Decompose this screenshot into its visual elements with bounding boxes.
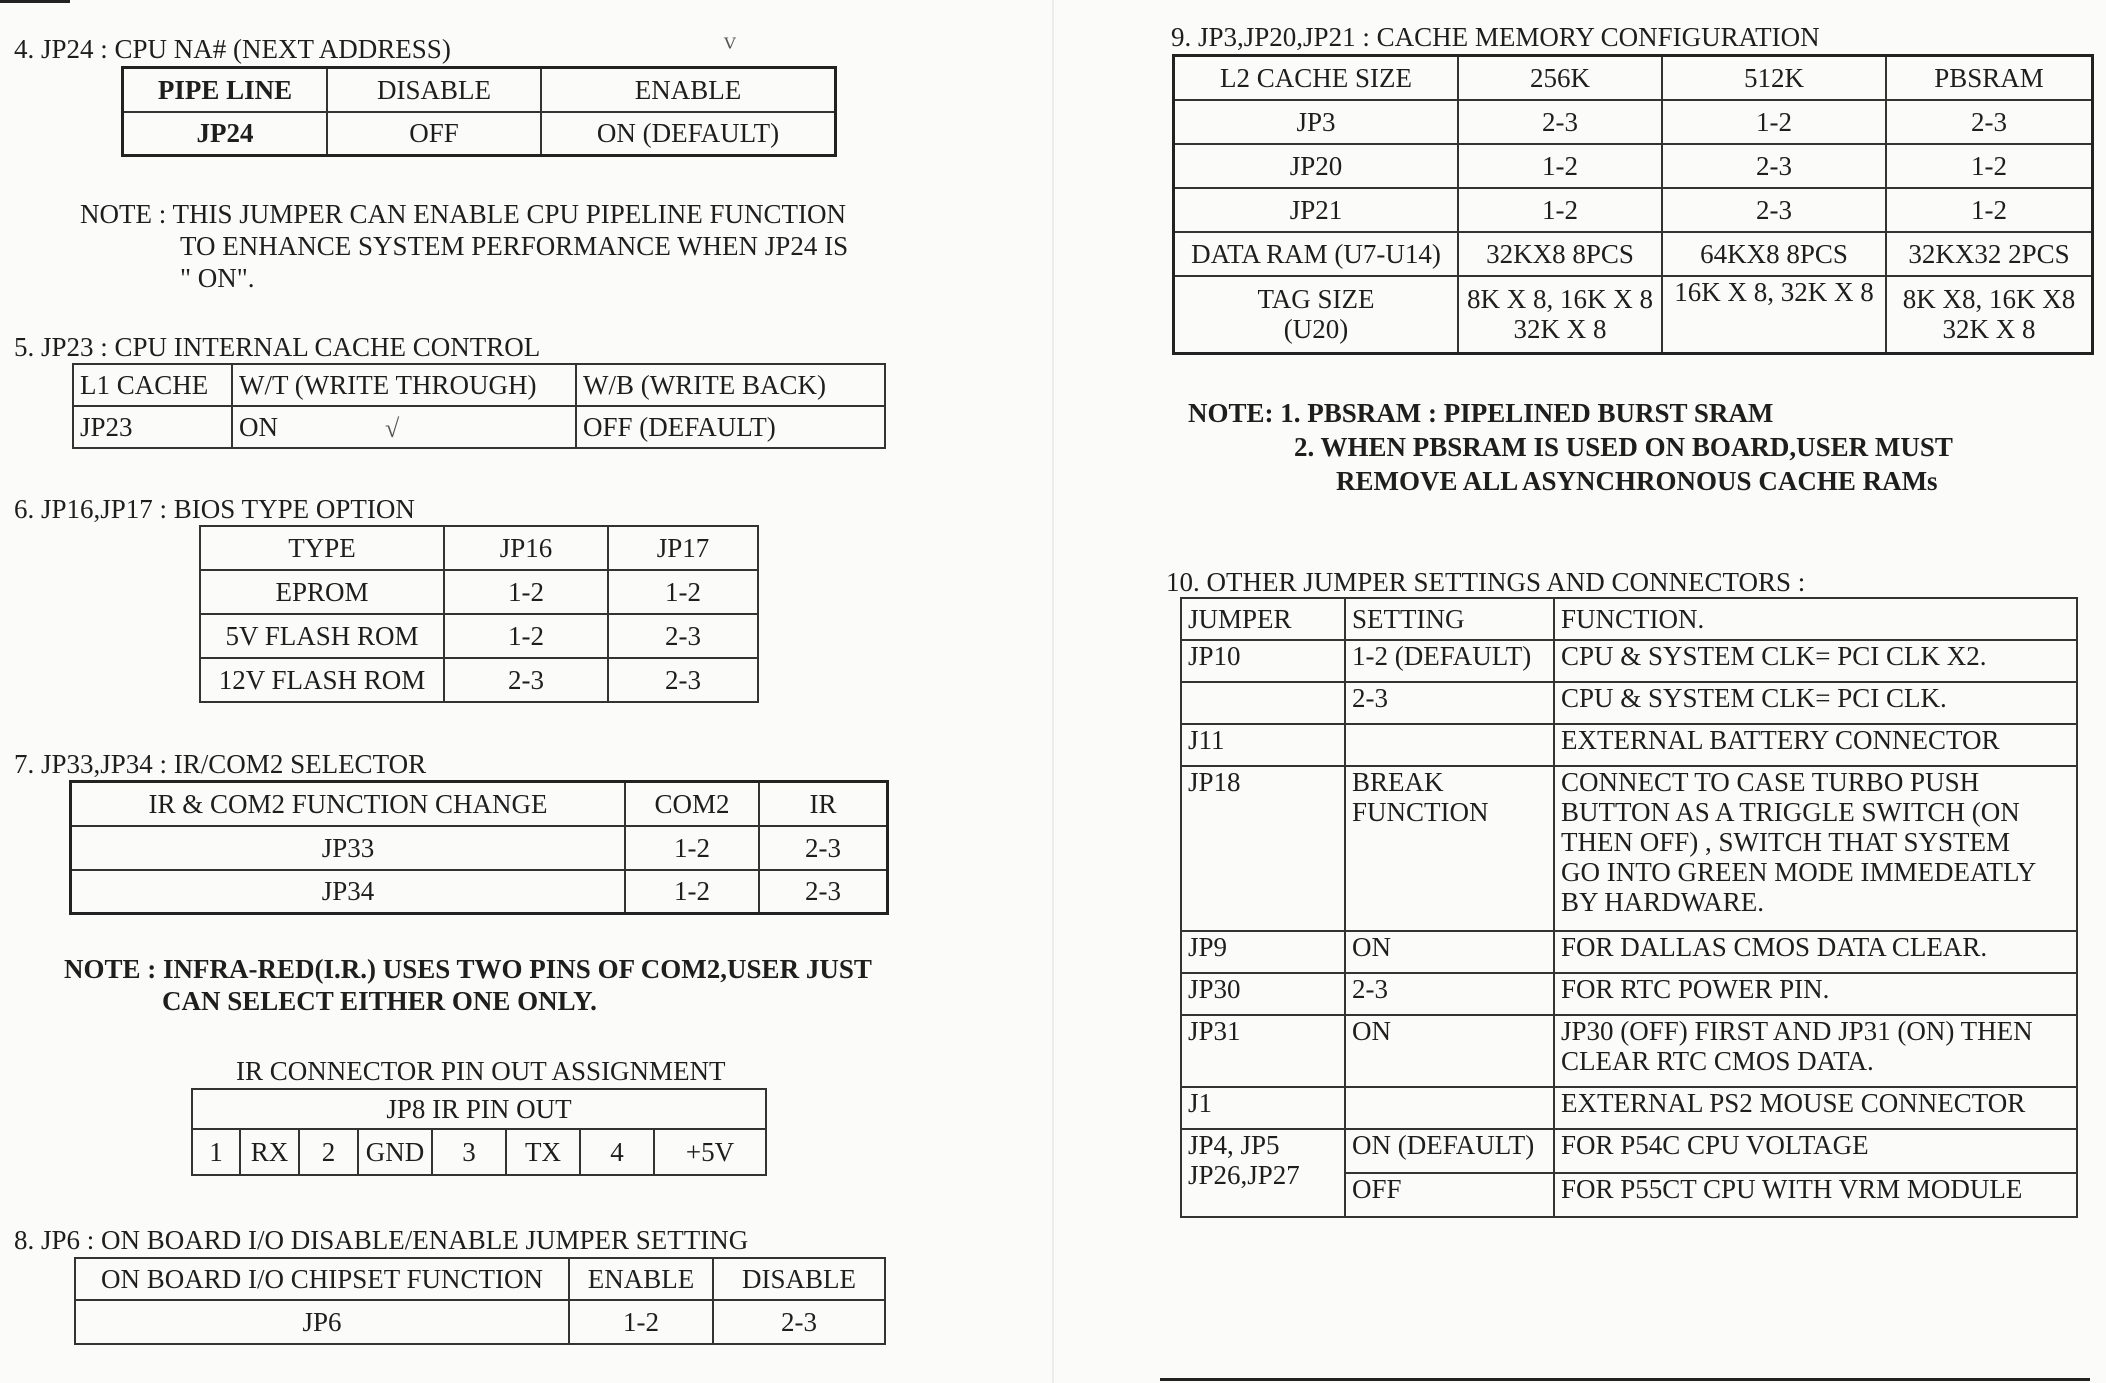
ir-pinout-table [191, 1088, 767, 1176]
setting-cell: ON [1345, 1015, 1554, 1087]
bios-type-cell: EPROM [200, 570, 444, 614]
cache-cell: 2-3 [1662, 144, 1886, 188]
function-cell: EXTERNAL BATTERY CONNECTOR [1554, 724, 2077, 766]
setting-cell: 2-3 [1345, 973, 1554, 1015]
jumper-cell: JP18 [1181, 766, 1345, 931]
cache-512k-header: 512K [1662, 56, 1886, 100]
ir-note [64, 953, 872, 1017]
page-fold [1052, 0, 1054, 1383]
ir-connector-title: IR CONNECTOR PIN OUT ASSIGNMENT [236, 1056, 726, 1086]
ir-note-line-1: NOTE : INFRA-RED(I.R.) USES TWO PINS OF COM2,USER JUST [64, 954, 872, 984]
jp6-header-function: ON BOARD I/O CHIPSET FUNCTION [75, 1258, 569, 1300]
jp23-label: JP23 [73, 406, 232, 448]
check-mark-icon: √ [385, 414, 400, 443]
setting-cell: OFF [1345, 1173, 1554, 1217]
other-header-setting: SETTING [1345, 598, 1554, 640]
section-4-title: 4. JP24 : CPU NA# (NEXT ADDRESS) [14, 34, 451, 64]
ir-pin-cell: 3 [432, 1129, 506, 1175]
cache-row-label: TAG SIZE (U20) [1174, 276, 1459, 354]
table-row [1181, 724, 2077, 766]
ir-header-function: IR & COM2 FUNCTION CHANGE [71, 782, 626, 826]
ir-ir-cell: 2-3 [759, 870, 888, 914]
ir-pin-cell: 1 [192, 1129, 240, 1175]
function-cell: FOR P54C CPU VOLTAGE [1554, 1129, 2077, 1173]
setting-cell: ON (DEFAULT) [1345, 1129, 1554, 1173]
jumper-cell: JP30 [1181, 973, 1345, 1015]
jp6-label: JP6 [75, 1300, 569, 1344]
jp24-note [80, 198, 848, 294]
function-cell: FOR RTC POWER PIN. [1554, 973, 2077, 1015]
ir-pin-cell: +5V [654, 1129, 766, 1175]
cache-row-label: JP21 [1174, 188, 1459, 232]
ir-pin-cell: 2 [299, 1129, 358, 1175]
cache-256k-header: 256K [1458, 56, 1662, 100]
other-jumpers-table [1180, 597, 2078, 1218]
cache-note [1188, 396, 1953, 498]
jp23-table [72, 363, 886, 449]
table-row [1181, 973, 2077, 1015]
jp24-header-pipeline: PIPE LINE [123, 68, 328, 112]
jumper-cell: JP31 [1181, 1015, 1345, 1087]
jp23-header-l1: L1 CACHE [73, 364, 232, 406]
section-5-title: 5. JP23 : CPU INTERNAL CACHE CONTROL [14, 332, 541, 362]
jumper-cell [1181, 682, 1345, 724]
bios-jp16-cell: 2-3 [444, 658, 608, 702]
cache-note-line-1: NOTE: 1. PBSRAM : PIPELINED BURST SRAM [1188, 398, 1774, 428]
function-cell: FOR DALLAS CMOS DATA CLEAR. [1554, 931, 2077, 973]
function-cell: CPU & SYSTEM CLK= PCI CLK. [1554, 682, 2077, 724]
setting-cell: 2-3 [1345, 682, 1554, 724]
bios-jp17-cell: 2-3 [608, 614, 758, 658]
cache-cell: 8K X8, 16K X8 32K X 8 [1886, 276, 2093, 354]
cache-cell: 1-2 [1458, 144, 1662, 188]
table-row [1181, 931, 2077, 973]
jp24-label: JP24 [123, 112, 328, 156]
ir-ir-cell: 2-3 [759, 826, 888, 870]
function-cell: FOR P55CT CPU WITH VRM MODULE [1554, 1173, 2077, 1217]
ir-header-ir: IR [759, 782, 888, 826]
jp6-header-disable: DISABLE [713, 1258, 885, 1300]
jp24-note-line-1: NOTE : THIS JUMPER CAN ENABLE CPU PIPELINE FUNCTION [80, 199, 847, 229]
jp6-header-enable: ENABLE [569, 1258, 713, 1300]
table-row [1181, 766, 2077, 931]
ir-com2-cell: 1-2 [625, 870, 759, 914]
section-6-title: 6. JP16,JP17 : BIOS TYPE OPTION [14, 494, 415, 524]
ir-pin-cell: TX [506, 1129, 580, 1175]
cache-row-label: JP20 [1174, 144, 1459, 188]
jp6-enable-value: 1-2 [569, 1300, 713, 1344]
top-rule [0, 0, 70, 3]
jumper-cell: J11 [1181, 724, 1345, 766]
function-cell: CONNECT TO CASE TURBO PUSH BUTTON AS A TRIGGLE SWITCH (ON THEN OFF) , SWITCH THAT SYSTEM GO INTO GREEN MODE IMMEDEATLY BY HARDWARE. [1554, 766, 2077, 931]
setting-cell [1345, 1087, 1554, 1129]
cache-cell: 32KX8 8PCS [1458, 232, 1662, 276]
jp23-wt-value: ON [232, 406, 576, 448]
bios-header-jp17: JP17 [608, 526, 758, 570]
jumper-cell: J1 [1181, 1087, 1345, 1129]
jp23-header-wb: W/B (WRITE BACK) [576, 364, 885, 406]
cache-cell: 1-2 [1886, 144, 2093, 188]
jp24-table [121, 66, 837, 157]
cache-cell: 2-3 [1458, 100, 1662, 144]
cache-cell: 8K X 8, 16K X 8 32K X 8 [1458, 276, 1662, 354]
jp23-header-wt: W/T (WRITE THROUGH) [232, 364, 576, 406]
cache-note-line-2: 2. WHEN PBSRAM IS USED ON BOARD,USER MUST [1294, 432, 1953, 462]
bottom-rule [1160, 1378, 2090, 1381]
cache-pbsram-header: PBSRAM [1886, 56, 2093, 100]
setting-cell: 1-2 (DEFAULT) [1345, 640, 1554, 682]
jp23-wb-value: OFF (DEFAULT) [576, 406, 885, 448]
jumper-cell: JP10 [1181, 640, 1345, 682]
cache-cell: 1-2 [1886, 188, 2093, 232]
setting-cell: ON [1345, 931, 1554, 973]
jp6-disable-value: 2-3 [713, 1300, 885, 1344]
jp24-disable-value: OFF [327, 112, 541, 156]
bios-header-jp16: JP16 [444, 526, 608, 570]
cache-cell: 1-2 [1662, 100, 1886, 144]
bios-jp16-cell: 1-2 [444, 570, 608, 614]
cache-cell: 2-3 [1886, 100, 2093, 144]
ir-jumper-cell: JP34 [71, 870, 626, 914]
bios-header-type: TYPE [200, 526, 444, 570]
jp24-header-disable: DISABLE [327, 68, 541, 112]
section-8-title: 8. JP6 : ON BOARD I/O DISABLE/ENABLE JUMPER SETTING [14, 1225, 749, 1255]
cache-cell: 64KX8 8PCS [1662, 232, 1886, 276]
section-7-title: 7. JP33,JP34 : IR/COM2 SELECTOR [14, 749, 427, 779]
ir-pin-cell: RX [240, 1129, 299, 1175]
cache-cell: 2-3 [1662, 188, 1886, 232]
table-row [1181, 1087, 2077, 1129]
function-cell: CPU & SYSTEM CLK= PCI CLK X2. [1554, 640, 2077, 682]
ir-header-com2: COM2 [625, 782, 759, 826]
cache-row-label: JP3 [1174, 100, 1459, 144]
jumper-cell: JP9 [1181, 931, 1345, 973]
table-row [1181, 1129, 2077, 1173]
setting-cell: BREAK FUNCTION [1345, 766, 1554, 931]
bios-jp17-cell: 2-3 [608, 658, 758, 702]
section-9-title: 9. JP3,JP20,JP21 : CACHE MEMORY CONFIGURATION [1171, 22, 1820, 52]
cache-cell: 1-2 [1458, 188, 1662, 232]
cache-cell: 16K X 8, 32K X 8 [1662, 276, 1886, 354]
cache-note-line-3: REMOVE ALL ASYNCHRONOUS CACHE RAMs [1336, 466, 1938, 496]
bios-type-table [199, 525, 759, 703]
section-10-title: 10. OTHER JUMPER SETTINGS AND CONNECTORS : [1166, 567, 1806, 597]
jp24-enable-value: ON (DEFAULT) [541, 112, 836, 156]
table-row [1181, 1015, 2077, 1087]
table-row [1181, 640, 2077, 682]
bios-type-cell: 12V FLASH ROM [200, 658, 444, 702]
cache-row-label: L2 CACHE SIZE [1174, 56, 1459, 100]
ir-pin-cell: GND [358, 1129, 432, 1175]
jp24-note-line-2: TO ENHANCE SYSTEM PERFORMANCE WHEN JP24 IS [180, 231, 849, 261]
jp24-note-line-3: " ON". [180, 263, 255, 293]
setting-cell [1345, 724, 1554, 766]
bios-jp17-cell: 1-2 [608, 570, 758, 614]
cache-row-label: DATA RAM (U7-U14) [1174, 232, 1459, 276]
other-header-function: FUNCTION. [1554, 598, 2077, 640]
pen-mark-icon: ⱽ [724, 34, 736, 63]
bios-type-cell: 5V FLASH ROM [200, 614, 444, 658]
cache-cell: 32KX32 2PCS [1886, 232, 2093, 276]
function-cell: EXTERNAL PS2 MOUSE CONNECTOR [1554, 1087, 2077, 1129]
ir-jumper-cell: JP33 [71, 826, 626, 870]
ir-note-line-2: CAN SELECT EITHER ONE ONLY. [162, 986, 597, 1016]
jp6-table [74, 1257, 886, 1345]
cache-config-table [1172, 54, 2094, 355]
ir-com2-cell: 1-2 [625, 826, 759, 870]
ir-pin-cell: 4 [580, 1129, 654, 1175]
function-cell: JP30 (OFF) FIRST AND JP31 (ON) THEN CLEAR RTC CMOS DATA. [1554, 1015, 2077, 1087]
ir-com2-table [69, 780, 889, 915]
jp24-header-enable: ENABLE [541, 68, 836, 112]
table-row [1181, 682, 2077, 724]
ir-pinout-header: JP8 IR PIN OUT [192, 1089, 766, 1129]
bios-jp16-cell: 1-2 [444, 614, 608, 658]
other-header-jumper: JUMPER [1181, 598, 1345, 640]
jumper-cell: JP4, JP5 JP26,JP27 [1181, 1129, 1345, 1217]
